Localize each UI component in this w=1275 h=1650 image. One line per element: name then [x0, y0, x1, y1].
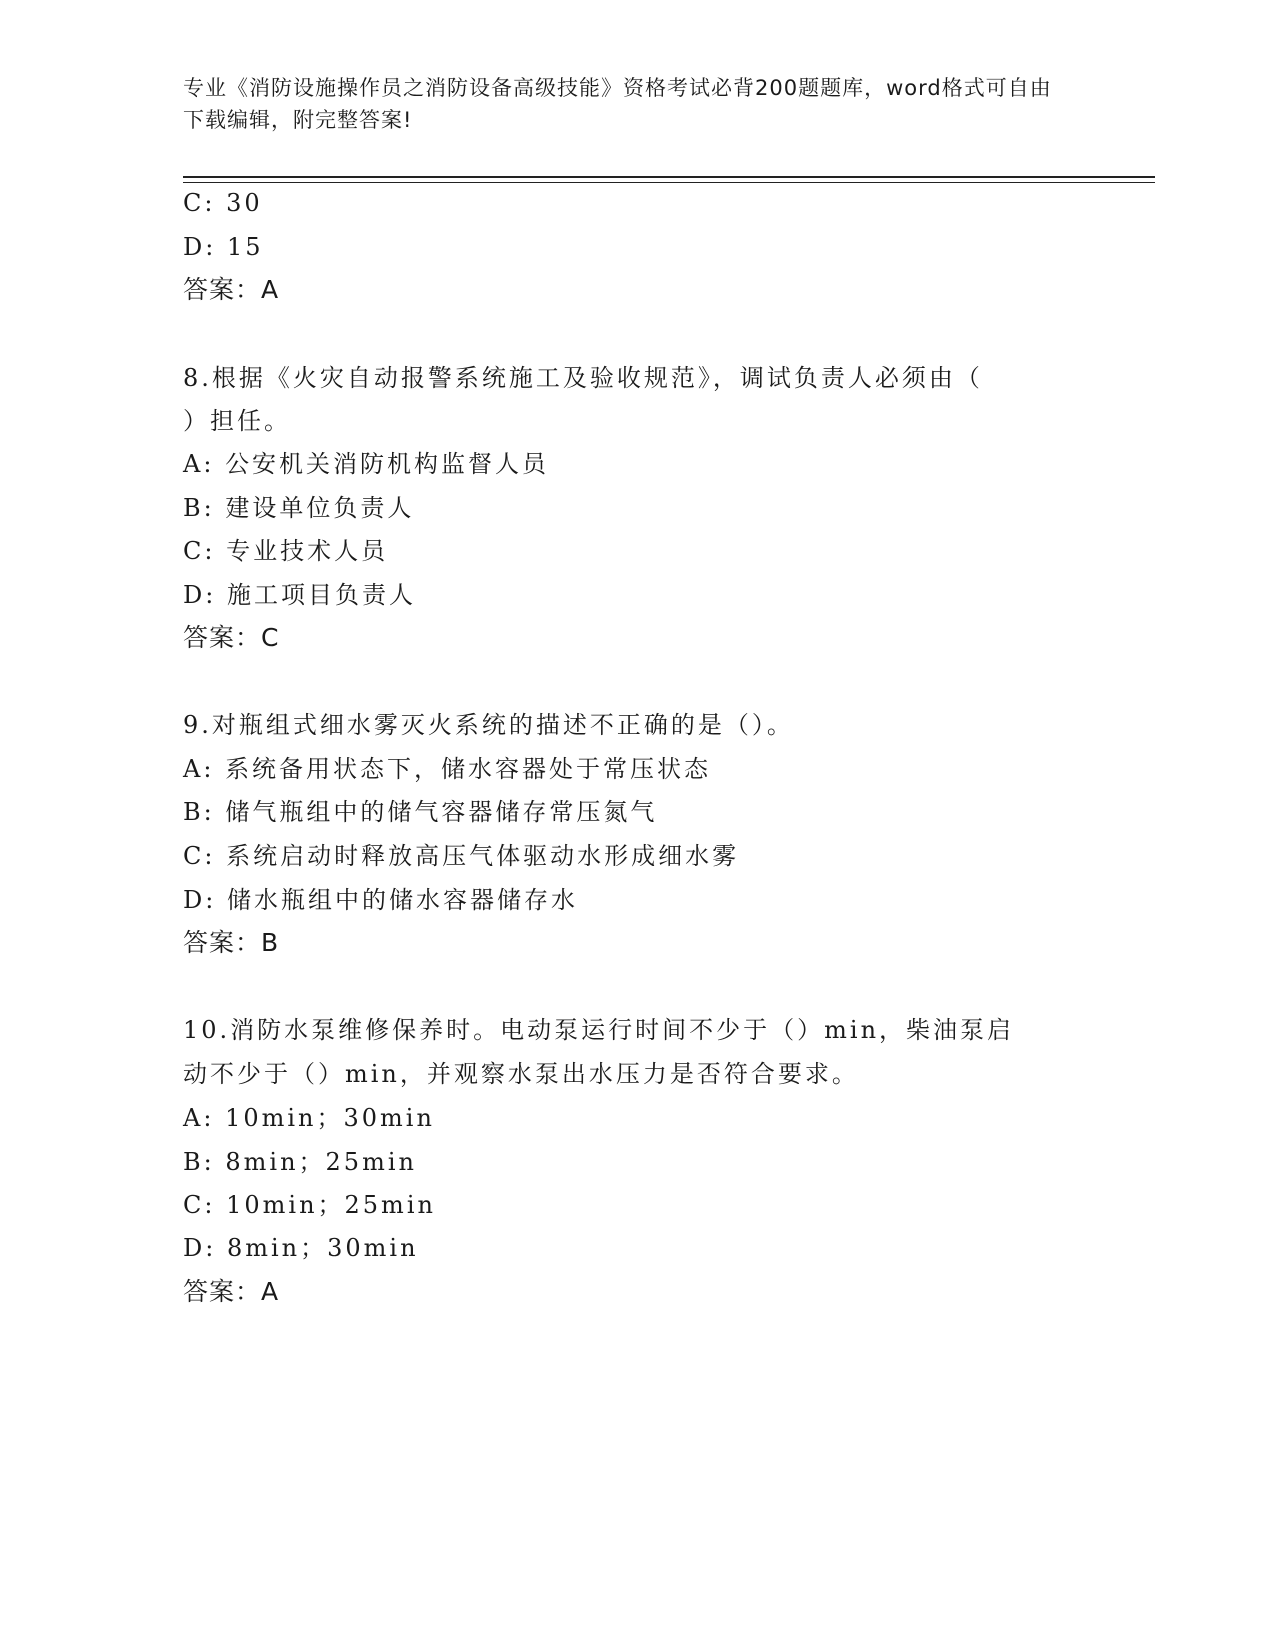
header-divider-thin — [183, 182, 1155, 183]
question-8-option-c: C: 专业技术人员 — [183, 537, 389, 565]
question-9-option-b: B: 储气瓶组中的储气容器储存常压氮气 — [183, 798, 658, 826]
question-10-option-c: C: 10min；25min — [183, 1191, 436, 1219]
question-10-answer: 答案：A — [183, 1277, 280, 1306]
question-10-stem-cont: 动不少于（）min，并观察水泵出水压力是否符合要求。 — [183, 1060, 859, 1088]
option-d: D: 15 — [183, 233, 264, 261]
header-divider-thick — [183, 176, 1155, 178]
question-9-stem: 9.对瓶组式细水雾灭火系统的描述不正确的是（）。 — [183, 711, 794, 739]
document-header: 专业《消防设施操作员之消防设备高级技能》资格考试必背200题题库，word格式可自由下载编辑，附完整答案! — [183, 76, 1052, 132]
option-c: C: 30 — [183, 189, 263, 217]
question-10-option-a: A: 10min；30min — [183, 1104, 435, 1132]
question-8-option-b: B: 建设单位负责人 — [183, 494, 415, 522]
question-9-option-a: A: 系统备用状态下，储水容器处于常压状态 — [183, 755, 712, 783]
question-10-stem: 10.消防水泵维修保养时。电动泵运行时间不少于（）min，柴油泵启 — [183, 1016, 1015, 1044]
question-10-option-b: B: 8min；25min — [183, 1148, 417, 1176]
question-8-option-a: A: 公安机关消防机构监督人员 — [183, 450, 550, 478]
question-10-option-d: D: 8min；30min — [183, 1234, 419, 1262]
question-9-answer: 答案：B — [183, 928, 280, 957]
answer-label: 答案：A — [183, 275, 280, 304]
question-8-stem: 8.根据《火灾自动报警系统施工及验收规范》，调试负责人必须由（ — [183, 364, 983, 392]
question-9-option-d: D: 储水瓶组中的储水容器储存水 — [183, 886, 578, 914]
question-8-answer: 答案：C — [183, 623, 280, 652]
question-8-stem-cont: ）担任。 — [183, 407, 291, 435]
question-9-option-c: C: 系统启动时释放高压气体驱动水形成细水雾 — [183, 842, 740, 870]
question-8-option-d: D: 施工项目负责人 — [183, 581, 416, 609]
